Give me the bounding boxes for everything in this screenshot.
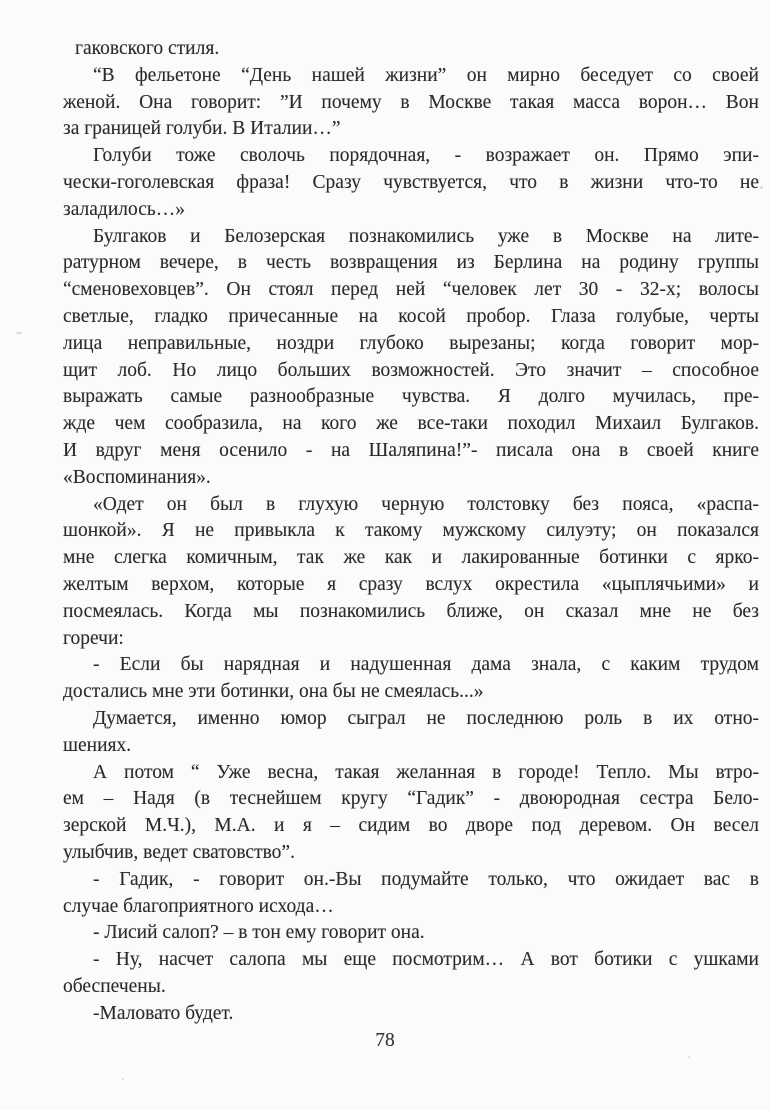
text-line: «Одет он был в глухую черную толстовку без пояса, «распа- <box>93 493 759 515</box>
scan-speck <box>760 186 763 189</box>
scan-speck <box>122 1078 124 1080</box>
paragraph <box>63 143 759 223</box>
text-line: - Если бы нарядная и надушенная дама знала, с каким трудом <box>93 654 759 676</box>
text-line: гаковского стиля. <box>75 38 220 59</box>
paragraph <box>63 652 759 706</box>
scan-speck <box>16 332 22 334</box>
paragraph <box>63 36 759 63</box>
text-line: -Маловато будет. <box>93 1002 234 1024</box>
text-line: случае благоприятного исхода… <box>63 895 334 917</box>
text-line: А потом “ Уже весна, такая желанная в городе! Тепло. Мы втро- <box>93 761 759 783</box>
text-line: Думается, именно юмор сыграл не последнюю роль в их отно- <box>93 707 759 729</box>
paragraph <box>63 920 759 947</box>
text-line: И вдруг меня осенило - на Шаляпина!”- писала она в своей книге <box>63 439 759 461</box>
text-line: женой. Она говорит: ”И почему в Москве такая масса ворон… Вон <box>63 91 759 113</box>
text-line: заладилось…» <box>63 198 186 220</box>
text-line: достались мне эти ботинки, она бы не смеялась...» <box>63 681 484 703</box>
paragraph <box>63 760 759 867</box>
text-line: мне слегка комичным, так же как и лакированные ботинки с ярко- <box>63 547 759 569</box>
text-line: шонкой». Я не привыкла к такому мужскому силуэту; он показался <box>63 520 759 542</box>
paragraph <box>63 492 759 653</box>
text-line: обеспечены. <box>63 975 166 997</box>
text-line: - Гадик, - говорит он.-Вы подумайте только, что ожидает вас в <box>93 868 759 890</box>
page-text <box>63 36 759 1027</box>
text-line: улыбчив, ведет сватовство”. <box>63 841 295 863</box>
text-line: ем – Надя (в теснейшем кругу “Гадик” - двоюродная сестра Бело- <box>63 788 759 810</box>
page-number: 78 <box>375 1030 395 1051</box>
text-line: Голуби тоже сволочь порядочная, - возражает он. Прямо эпи- <box>93 145 759 167</box>
paragraph <box>63 867 759 921</box>
paragraph <box>63 224 759 492</box>
text-line: светлые, гладко причесанные на косой пробор. Глаза голубые, черты <box>63 305 759 327</box>
text-line: чески-гоголевская фраза! Сразу чувствуется, что в жизни что-то не <box>63 171 759 193</box>
text-line: зерской М.Ч.), М.А. и я – сидим во дворе под деревом. Он весел <box>63 815 759 837</box>
text-line: за границей голуби. В Италии…” <box>63 118 341 140</box>
text-line: Булгаков и Белозерская познакомились уже в Москве на лите- <box>93 225 759 247</box>
text-line: «Воспоминания». <box>63 466 211 488</box>
paragraph <box>63 63 759 143</box>
text-line: горечи: <box>63 627 124 649</box>
text-line: щит лоб. Но лицо больших возможностей. Это значит – способное <box>63 359 759 381</box>
text-line: шениях. <box>63 734 132 756</box>
text-line: “В фельетоне “День нашей жизни” он мирно беседует со своей <box>93 64 759 86</box>
text-line: ратурном вечере, в честь возвращения из Берлина на родину группы <box>63 252 759 274</box>
text-line: выражать самые разнообразные чувства. Я долго мучилась, пре- <box>63 386 759 408</box>
text-line: лица неправильные, ноздри глубоко вырезаны; когда говорит мор- <box>63 332 759 354</box>
paragraph <box>63 706 759 760</box>
scan-speck <box>688 1056 690 1058</box>
text-line: - Ну, насчет салопа мы еще посмотрим… А вот ботики с ушками <box>93 949 759 971</box>
text-line: посмеялась. Когда мы познакомились ближе, он сказал мне не без <box>63 600 759 622</box>
paragraph <box>63 1001 759 1028</box>
text-line: жде чем сообразила, на кого же все-таки походил Михаил Булгаков. <box>63 413 759 435</box>
text-line: - Лисий салоп? – в тон ему говорит она. <box>93 922 425 944</box>
text-line: “сменовеховцев”. Он стоял перед ней “человек лет 30 - 32-х; волосы <box>63 279 759 301</box>
paragraph <box>63 947 759 1001</box>
text-line: желтым верхом, которые я сразу вслух окрестила «цыплячьими» и <box>63 573 759 595</box>
